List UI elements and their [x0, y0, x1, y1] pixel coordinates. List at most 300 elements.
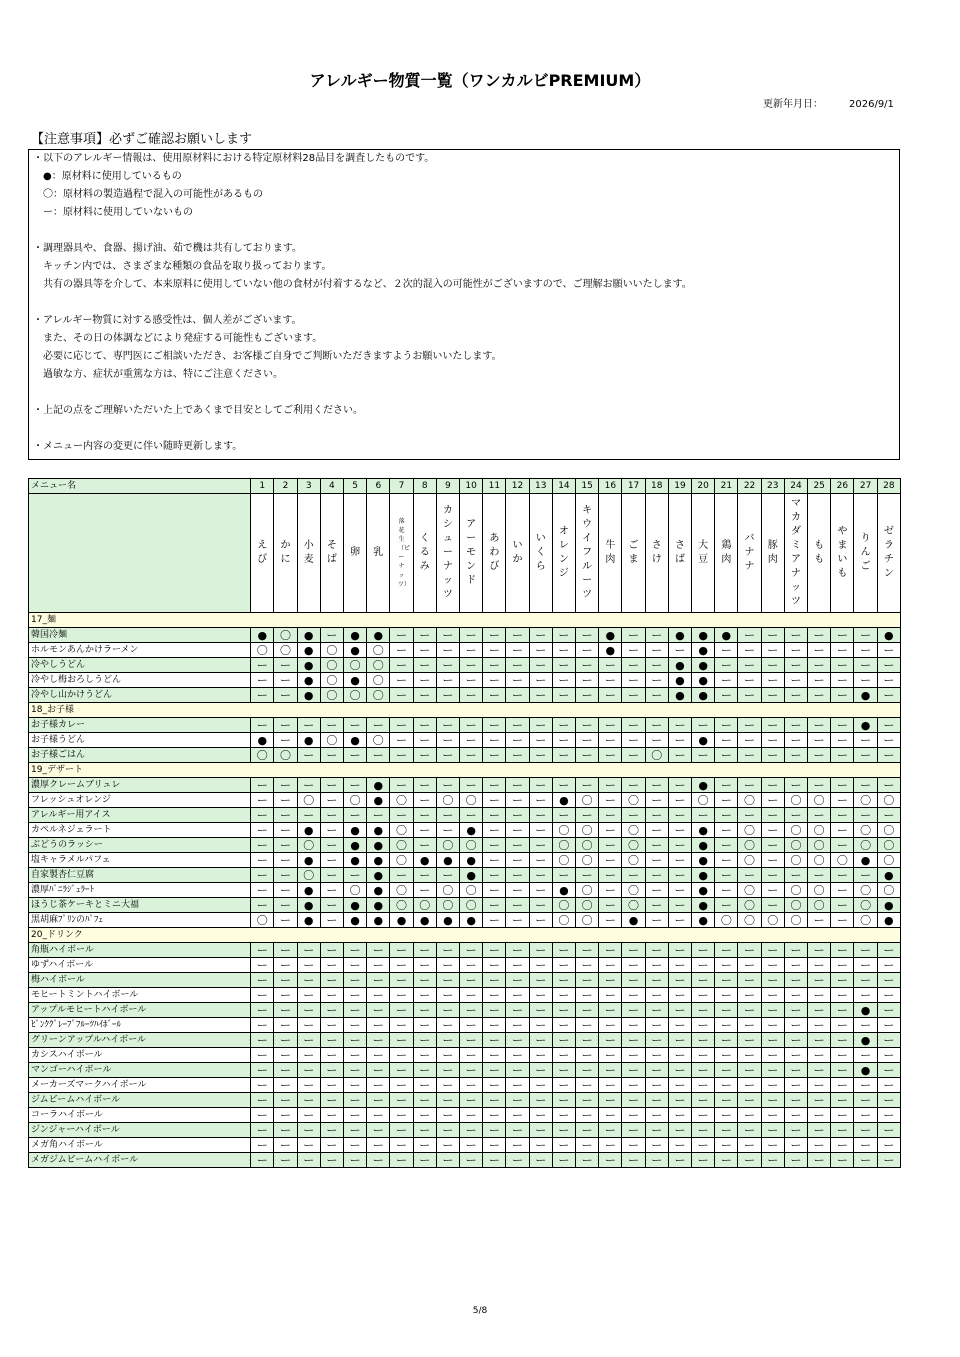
category-row [29, 928, 901, 943]
menu-item-name: 韓国冷麺 [29, 628, 251, 643]
allergen-mark: ー [274, 988, 297, 1003]
allergen-mark: ー [854, 643, 877, 658]
menu-row [29, 808, 901, 823]
allergen-mark: ー [668, 1033, 691, 1048]
allergen-mark: ー [460, 718, 483, 733]
allergen-name: バナナ [744, 533, 755, 572]
allergen-mark: ー [854, 973, 877, 988]
allergen-mark: ー [645, 973, 668, 988]
allergen-mark: ー [877, 1018, 900, 1033]
allergen-mark: ー [297, 973, 320, 988]
allergen-mark: 〇 [552, 853, 575, 868]
allergen-mark: ー [738, 868, 761, 883]
allergen-mark: ー [738, 1153, 761, 1168]
allergen-number-row [29, 479, 901, 494]
allergen-mark: ー [506, 1138, 529, 1153]
allergen-mark: ー [877, 778, 900, 793]
allergen-mark: ー [668, 883, 691, 898]
allergen-mark: ー [738, 808, 761, 823]
allergen-mark: ー [436, 868, 459, 883]
allergen-mark: ー [831, 958, 854, 973]
allergen-number: 25 [808, 479, 831, 494]
allergen-mark: ー [344, 1078, 367, 1093]
allergen-mark: ー [344, 748, 367, 763]
allergen-mark: ー [483, 958, 506, 973]
allergen-mark: ー [692, 1093, 715, 1108]
allergen-name-cell [877, 494, 900, 613]
allergen-mark: ー [552, 658, 575, 673]
allergen-mark: ー [831, 688, 854, 703]
allergen-name: やまいも [837, 526, 848, 579]
menu-row [29, 733, 901, 748]
allergen-mark: 〇 [877, 883, 900, 898]
allergen-name-cell [436, 494, 459, 613]
allergen-number: 17 [622, 479, 645, 494]
allergen-mark: ー [390, 658, 413, 673]
allergen-mark: ー [483, 913, 506, 928]
allergen-mark: ● [436, 913, 459, 928]
allergen-mark: ー [877, 733, 900, 748]
allergen-mark: ー [599, 1093, 622, 1108]
allergen-mark: ー [529, 868, 552, 883]
allergen-mark: ー [529, 1063, 552, 1078]
allergen-mark: ー [622, 733, 645, 748]
menu-row [29, 838, 901, 853]
allergen-mark: ー [576, 643, 599, 658]
allergen-mark: ー [413, 943, 436, 958]
allergen-mark: 〇 [390, 883, 413, 898]
allergen-mark: ー [529, 838, 552, 853]
notice-line: 〇：原材料の製造過程で混入の可能性があるもの [33, 189, 263, 200]
allergen-mark: ー [692, 988, 715, 1003]
allergen-mark: 〇 [576, 883, 599, 898]
allergen-mark: ー [599, 1108, 622, 1123]
allergen-mark: ー [576, 1003, 599, 1018]
allergen-mark: ● [692, 823, 715, 838]
allergen-mark: ー [877, 1093, 900, 1108]
allergen-mark: ー [715, 853, 738, 868]
allergen-mark: ー [483, 1108, 506, 1123]
allergen-mark: ー [784, 1003, 807, 1018]
allergen-mark: ● [297, 898, 320, 913]
allergen-mark: ー [390, 1078, 413, 1093]
allergen-mark: ー [808, 733, 831, 748]
allergen-mark: ● [877, 868, 900, 883]
allergen-mark: ー [715, 838, 738, 853]
allergen-mark: ー [436, 823, 459, 838]
allergen-mark: ー [506, 778, 529, 793]
allergen-mark: ー [552, 1048, 575, 1063]
allergen-mark: ー [808, 1153, 831, 1168]
allergen-mark: ー [692, 748, 715, 763]
allergen-mark: 〇 [784, 898, 807, 913]
allergen-mark: ー [297, 1108, 320, 1123]
menu-item-name: 濃厚ﾊﾞﾆﾗｼﾞｪﾗｰﾄ [29, 883, 251, 898]
allergen-mark: ー [506, 898, 529, 913]
allergen-mark: ー [715, 688, 738, 703]
allergen-mark: ー [552, 628, 575, 643]
allergen-mark: ー [738, 1048, 761, 1063]
allergen-name: りんご [860, 533, 871, 572]
allergen-mark: ー [831, 1138, 854, 1153]
allergen-mark: ー [831, 943, 854, 958]
allergen-mark: ー [668, 808, 691, 823]
allergen-name: オレンジ [558, 526, 569, 579]
notice-line: ・以下のアレルギー情報は、使用原材料における特定原材料28品目を調査したものです。 [33, 153, 435, 164]
allergen-mark: ー [831, 1063, 854, 1078]
allergen-mark: ー [877, 718, 900, 733]
allergen-mark: ー [413, 808, 436, 823]
allergen-mark: ー [761, 1003, 784, 1018]
allergen-mark: ー [552, 643, 575, 658]
allergen-number: 14 [552, 479, 575, 494]
allergen-mark: ー [808, 658, 831, 673]
allergen-mark: 〇 [622, 823, 645, 838]
menu-item-name: ジンジャーハイボール [29, 1123, 251, 1138]
allergen-mark: ー [274, 658, 297, 673]
allergen-mark: ー [413, 1138, 436, 1153]
allergen-mark: ー [529, 628, 552, 643]
allergen-mark: ● [344, 838, 367, 853]
allergen-mark: ー [297, 1033, 320, 1048]
allergen-mark: 〇 [552, 898, 575, 913]
allergen-mark: ー [251, 658, 274, 673]
allergen-mark: 〇 [367, 673, 390, 688]
allergen-mark: ー [552, 1153, 575, 1168]
allergen-mark: ー [668, 733, 691, 748]
allergen-mark: ー [576, 778, 599, 793]
allergen-mark: 〇 [436, 838, 459, 853]
allergen-mark: ー [645, 883, 668, 898]
allergen-mark: 〇 [344, 688, 367, 703]
allergen-mark: ー [251, 883, 274, 898]
allergen-mark: ー [344, 1123, 367, 1138]
allergen-mark: ー [831, 1153, 854, 1168]
allergen-mark: ー [460, 658, 483, 673]
allergen-mark: ー [738, 1093, 761, 1108]
allergen-number: 19 [668, 479, 691, 494]
allergen-mark: ● [692, 913, 715, 928]
allergen-mark: ー [761, 1048, 784, 1063]
allergen-mark: ● [692, 898, 715, 913]
allergen-mark: ー [692, 1153, 715, 1168]
notice-line: ー：原材料に使用していないもの [33, 207, 193, 218]
allergen-mark: ー [738, 628, 761, 643]
allergen-mark: ー [668, 748, 691, 763]
allergen-mark: ー [784, 868, 807, 883]
allergen-mark: ー [390, 673, 413, 688]
allergen-mark: ー [413, 718, 436, 733]
allergen-mark: ー [645, 688, 668, 703]
allergen-mark: ー [529, 988, 552, 1003]
allergen-mark: 〇 [854, 823, 877, 838]
allergen-name-cell [784, 494, 807, 613]
notice-line: 過敏な方、症状が重篤な方は、特にご注意ください。 [33, 369, 283, 380]
allergen-mark: ー [831, 658, 854, 673]
menu-item-name: メガジムビームハイボール [29, 1153, 251, 1168]
allergen-mark: ー [274, 868, 297, 883]
allergen-mark: ー [738, 643, 761, 658]
allergen-mark: ー [552, 958, 575, 973]
allergen-mark: ー [506, 868, 529, 883]
allergen-mark: ー [576, 988, 599, 1003]
allergen-mark: ー [831, 883, 854, 898]
allergen-mark: ー [877, 658, 900, 673]
allergen-mark: ー [599, 898, 622, 913]
allergen-mark: ー [668, 1018, 691, 1033]
menu-row [29, 643, 901, 658]
allergen-mark: 〇 [460, 793, 483, 808]
allergen-mark: ー [784, 973, 807, 988]
allergen-mark: ー [645, 988, 668, 1003]
allergen-mark: ー [599, 718, 622, 733]
allergen-mark: ー [877, 1033, 900, 1048]
menu-item-name: グリーンアップルハイボール [29, 1033, 251, 1048]
allergen-name-cell [506, 494, 529, 613]
allergen-mark: ー [599, 1078, 622, 1093]
menu-item-name: 自家製杏仁豆腐 [29, 868, 251, 883]
allergen-mark: 〇 [808, 898, 831, 913]
allergen-mark: ー [460, 1003, 483, 1018]
allergen-mark: ー [436, 658, 459, 673]
allergen-mark: ー [831, 628, 854, 643]
allergen-mark: ー [738, 718, 761, 733]
allergen-mark: ー [808, 1108, 831, 1123]
allergen-mark: ー [320, 853, 343, 868]
notice-heading: 【注意事項】必ずご確認お願いします [31, 132, 253, 147]
allergen-mark: ー [367, 1123, 390, 1138]
allergen-mark: ー [599, 823, 622, 838]
allergen-mark: ー [344, 1063, 367, 1078]
menu-row [29, 673, 901, 688]
allergen-mark: ● [297, 733, 320, 748]
menu-name-header: メニュー名 [29, 479, 251, 494]
allergen-mark: ● [344, 853, 367, 868]
allergen-name: ゼラチン [883, 526, 894, 579]
allergen-mark: ー [831, 673, 854, 688]
allergen-mark: ー [251, 1093, 274, 1108]
allergen-mark: 〇 [784, 823, 807, 838]
menu-item-name: お子様うどん [29, 733, 251, 748]
allergen-mark: ー [413, 1153, 436, 1168]
category-label: 19_デザート [29, 763, 901, 778]
allergen-mark: ー [251, 673, 274, 688]
allergen-mark: ー [599, 1018, 622, 1033]
allergen-mark: ー [274, 1138, 297, 1153]
allergen-mark: ー [831, 1123, 854, 1138]
allergen-mark: ー [645, 718, 668, 733]
allergen-mark: ー [506, 748, 529, 763]
allergen-mark: ー [436, 1063, 459, 1078]
allergen-mark: ー [251, 838, 274, 853]
allergen-number: 4 [320, 479, 343, 494]
allergen-mark: ー [599, 883, 622, 898]
allergen-mark: 〇 [738, 823, 761, 838]
allergen-mark: ー [251, 1123, 274, 1138]
allergen-mark: ー [622, 1063, 645, 1078]
allergen-mark: ー [645, 1108, 668, 1123]
allergen-mark: ー [506, 808, 529, 823]
allergen-mark: 〇 [854, 898, 877, 913]
allergen-mark: 〇 [413, 898, 436, 913]
allergen-mark: ー [483, 628, 506, 643]
allergen-mark: ー [552, 718, 575, 733]
allergen-mark: ー [413, 688, 436, 703]
allergen-mark: ー [831, 1018, 854, 1033]
allergen-mark: ー [297, 1153, 320, 1168]
allergen-name: 鶏肉 [721, 540, 732, 565]
allergen-mark: ー [784, 718, 807, 733]
allergen-name-cell [645, 494, 668, 613]
category-label: 17_麺 [29, 613, 901, 628]
allergen-mark: ー [460, 1078, 483, 1093]
allergen-mark: ー [390, 643, 413, 658]
allergen-mark: 〇 [831, 853, 854, 868]
menu-item-name: ゆずハイボール [29, 958, 251, 973]
menu-item-name: メガ角ハイボール [29, 1138, 251, 1153]
allergen-mark: ー [784, 1138, 807, 1153]
allergen-mark: ー [576, 1108, 599, 1123]
allergen-mark: ー [715, 988, 738, 1003]
allergen-mark: ー [854, 748, 877, 763]
allergen-mark: ● [367, 838, 390, 853]
allergen-mark: ー [529, 1123, 552, 1138]
allergen-mark: ー [483, 658, 506, 673]
allergen-mark: ー [854, 778, 877, 793]
menu-row [29, 913, 901, 928]
allergen-mark: 〇 [320, 673, 343, 688]
allergen-mark: 〇 [877, 823, 900, 838]
allergen-mark: ● [297, 823, 320, 838]
allergen-mark: ー [668, 793, 691, 808]
allergen-mark: 〇 [390, 853, 413, 868]
allergen-mark: 〇 [460, 883, 483, 898]
allergen-mark: ー [761, 808, 784, 823]
category-row [29, 703, 901, 718]
allergen-mark: ー [668, 1048, 691, 1063]
allergen-mark: ● [668, 673, 691, 688]
allergen-name: あわび [489, 533, 500, 572]
allergen-mark: 〇 [297, 868, 320, 883]
allergen-mark: ー [320, 823, 343, 838]
allergen-mark: ー [390, 958, 413, 973]
allergen-mark: ー [715, 898, 738, 913]
allergen-number: 26 [831, 479, 854, 494]
allergen-number: 13 [529, 479, 552, 494]
allergen-mark: ー [831, 808, 854, 823]
allergen-mark: ー [506, 853, 529, 868]
allergen-mark: ー [622, 973, 645, 988]
allergen-mark: ー [599, 673, 622, 688]
allergen-mark: ー [344, 1003, 367, 1018]
allergen-mark: ー [576, 1153, 599, 1168]
allergen-mark: ー [297, 1003, 320, 1018]
update-date-label: 更新年月日： [763, 99, 823, 110]
allergen-mark: ● [668, 688, 691, 703]
allergen-mark: ー [808, 688, 831, 703]
allergen-mark: 〇 [576, 913, 599, 928]
allergen-name: そば [326, 540, 337, 565]
allergen-mark: ー [390, 1063, 413, 1078]
allergen-mark: 〇 [854, 883, 877, 898]
allergen-mark: 〇 [297, 793, 320, 808]
allergen-mark: ー [599, 778, 622, 793]
allergen-mark: ー [599, 1003, 622, 1018]
allergen-mark: ー [552, 1108, 575, 1123]
allergen-mark: ー [576, 1033, 599, 1048]
menu-row [29, 823, 901, 838]
allergen-mark: ー [297, 1063, 320, 1078]
allergen-mark: ー [808, 1078, 831, 1093]
allergen-mark: ー [251, 793, 274, 808]
allergen-mark: ● [297, 883, 320, 898]
allergen-mark: ー [645, 1093, 668, 1108]
allergen-mark: ● [344, 643, 367, 658]
allergen-mark: ー [483, 1138, 506, 1153]
allergen-mark: ー [274, 1033, 297, 1048]
allergen-mark: ● [854, 718, 877, 733]
allergen-mark: ー [251, 988, 274, 1003]
allergen-mark: ー [738, 748, 761, 763]
menu-item-name: 冷やしうどん [29, 658, 251, 673]
allergen-mark: ー [390, 1093, 413, 1108]
allergen-mark: ー [668, 823, 691, 838]
allergen-mark: ● [367, 898, 390, 913]
allergen-mark: ー [251, 898, 274, 913]
allergen-mark: ー [761, 658, 784, 673]
allergen-name: キウイフルーツ [582, 505, 593, 600]
allergen-mark: ー [529, 1048, 552, 1063]
allergen-mark: ー [645, 958, 668, 973]
allergen-mark: ● [297, 673, 320, 688]
category-label: 20_ドリンク [29, 928, 901, 943]
allergen-mark: ー [761, 898, 784, 913]
allergen-mark: ー [320, 1033, 343, 1048]
allergen-mark: ー [297, 1048, 320, 1063]
allergen-mark: ー [483, 823, 506, 838]
allergen-mark: ー [622, 748, 645, 763]
allergen-name-cell [344, 494, 367, 613]
allergen-mark: ー [413, 958, 436, 973]
allergen-mark: ー [761, 943, 784, 958]
allergen-mark: ー [320, 628, 343, 643]
allergen-mark: ー [668, 943, 691, 958]
notice-box [28, 149, 900, 460]
allergen-mark: ー [576, 718, 599, 733]
allergen-mark: ー [413, 973, 436, 988]
menu-row [29, 898, 901, 913]
allergen-mark: ー [460, 688, 483, 703]
allergen-mark: ー [738, 1033, 761, 1048]
allergen-mark: ー [344, 1033, 367, 1048]
allergen-mark: ー [668, 988, 691, 1003]
allergen-mark: ー [599, 853, 622, 868]
allergen-name-cell [761, 494, 784, 613]
allergen-mark: ー [251, 1018, 274, 1033]
allergen-mark: ー [251, 973, 274, 988]
allergen-mark: ー [784, 778, 807, 793]
allergen-mark: ー [483, 673, 506, 688]
allergen-mark: 〇 [460, 838, 483, 853]
allergen-mark: ー [413, 1048, 436, 1063]
allergen-mark: ー [367, 988, 390, 1003]
allergen-mark: 〇 [251, 748, 274, 763]
menu-item-name: ﾋﾟﾝｸｸﾞﾚｰﾌﾟﾌﾙｰﾂﾊｲﾎﾞｰﾙ [29, 1018, 251, 1033]
allergen-mark: ー [483, 943, 506, 958]
allergen-mark: ー [784, 733, 807, 748]
allergen-mark: ー [692, 1078, 715, 1093]
allergen-mark: ー [692, 808, 715, 823]
